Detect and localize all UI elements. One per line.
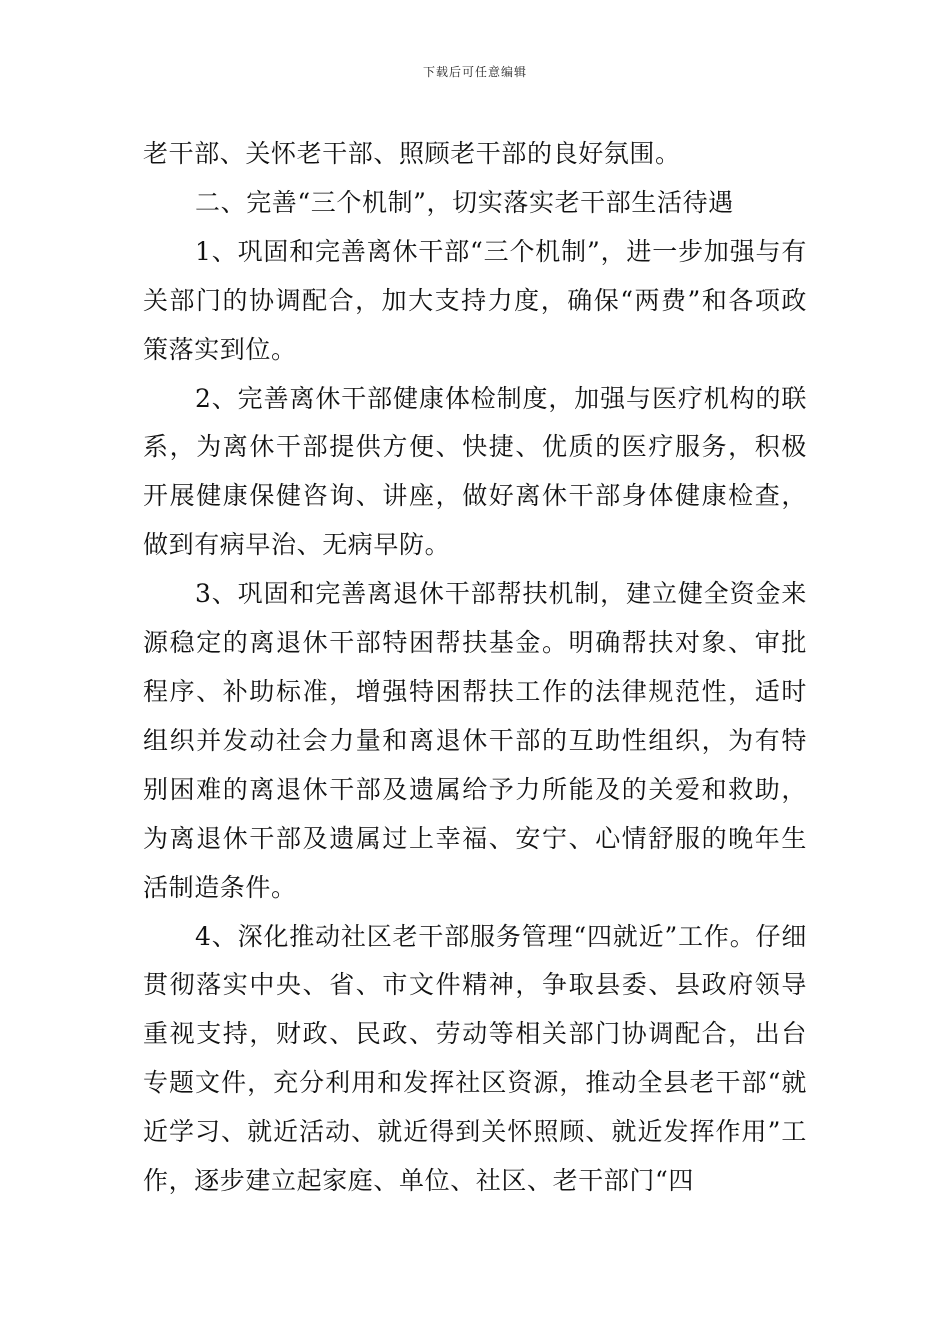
paragraph-continuation: 老干部、关怀老干部、照顾老干部的良好氛围。 — [143, 139, 681, 168]
page-header: 下载后可任意编辑 — [422, 65, 527, 79]
paragraph-item-2: 2、完善离休干部健康体检制度，加强与医疗机构的联系，为离休干部提供方便、快捷、优质的医疗服务，积极开展健康保健咨询、讲座，做好离休干部身体健康检查，做到有病早治、无病早防。 — [143, 383, 807, 560]
document-body — [143, 130, 807, 1206]
paragraph-item-4: 4、深化推动社区老干部服务管理“四就近”工作。仔细贯彻落实中央、省、市文件精神，争取县委、县政府领导重视支持，财政、民政、劳动等相关部门协调配合，出台专题文件，充分利用和发挥社区资源，推动全县老干部“就近学习、就近活动、就近得到关怀照顾、就近发挥作用”工作，逐步建立起家庭、单位、社区、老干部门“四 — [143, 921, 807, 1196]
paragraph-item-1: 1、巩固和完善离休干部“三个机制”，进一步加强与有关部门的协调配合，加大支持力度，确保“两费”和各项政策落实到位。 — [143, 236, 807, 364]
section-heading: 二、完善“三个机制”，切实落实老干部生活待遇 — [195, 187, 734, 217]
paragraph-item-3: 3、巩固和完善离退休干部帮扶机制，建立健全资金来源稳定的离退休干部特困帮扶基金。明确帮扶对象、审批程序、补助标准，增强特困帮扶工作的法律规范性，适时组织并发动社会力量和离退休干部的互助性组织，为有特别困难的离退休干部及遗属给予力所能及的关爱和救助，为离退休干部及遗属过上幸福、安宁、心情舒服的晚年生活制造条件。 — [143, 579, 807, 902]
